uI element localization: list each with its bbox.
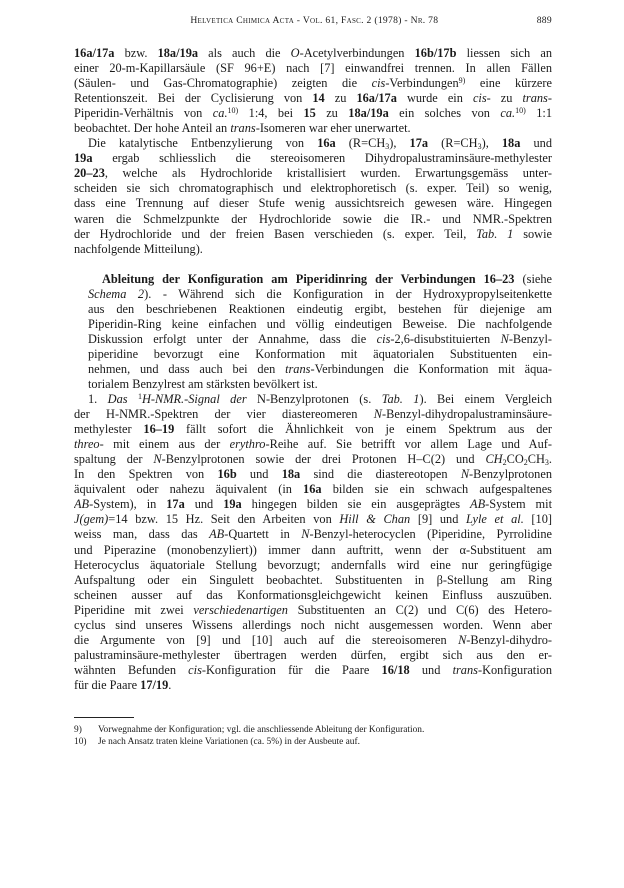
text-segment: der H-NMR.-Spektren der vier diastereomeren bbox=[74, 407, 374, 422]
running-header bbox=[74, 14, 552, 28]
text-segment: der Hydrochloride und der freien Basen verschieden (s. exper. Teil, bbox=[74, 226, 477, 241]
text-segment: trans bbox=[230, 121, 256, 136]
text-segment: AB bbox=[74, 497, 90, 512]
text-segment: 16–19 bbox=[143, 422, 175, 437]
text-line bbox=[74, 196, 552, 211]
text-segment: (siehe bbox=[514, 271, 552, 286]
text-segment: [10] bbox=[523, 512, 552, 527]
text-segment: [9] und bbox=[410, 512, 467, 527]
text-segment: N bbox=[301, 527, 310, 542]
text-segment: J(gem) bbox=[74, 512, 109, 527]
text-segment: Hill & Chan bbox=[339, 512, 411, 527]
text-segment: -Benzylprotonen sowie der drei Protonen H–C(2) und bbox=[161, 452, 486, 467]
text-segment: Schema 2 bbox=[88, 286, 145, 301]
text-segment: 1:4, bei bbox=[238, 106, 304, 121]
text-segment: 16a bbox=[317, 136, 336, 151]
text-segment: methylester bbox=[74, 422, 144, 437]
text-segment: - zu bbox=[486, 91, 523, 106]
footnote-number: 9) bbox=[74, 724, 82, 735]
text-segment: - mit einem aus der bbox=[99, 437, 230, 452]
text-segment: (R=CH bbox=[335, 136, 386, 151]
text-segment: und bbox=[520, 136, 552, 151]
text-segment: -Reihe auf. Sie betrifft vor allem Lage und Auf- bbox=[265, 437, 552, 452]
text-segment: -Konfiguration für die Paare bbox=[201, 662, 382, 677]
text-segment: CO bbox=[506, 452, 524, 467]
text-segment: cis bbox=[472, 91, 487, 106]
text-segment: In den Spektren von bbox=[74, 467, 218, 482]
text-segment: 20–23 bbox=[74, 166, 105, 181]
text-segment: ca. bbox=[500, 106, 516, 121]
text-segment: -Verbindungen bbox=[385, 76, 459, 91]
text-segment: scheinen ausser auf das Konformationsgleichgewicht keinen Einfluss auszuüben. bbox=[74, 587, 552, 602]
text-segment: AB bbox=[470, 497, 486, 512]
text-line bbox=[74, 227, 552, 242]
text-segment: eine kürzere bbox=[465, 76, 552, 91]
text-segment: -Isomeren war eher unerwartet. bbox=[255, 121, 411, 136]
text-segment: N bbox=[153, 452, 162, 467]
text-line bbox=[74, 678, 552, 693]
text-segment: ergab schliesslich die stereoisomeren Dihydropalustraminsäure-methylester bbox=[92, 151, 552, 166]
text-segment: torialem Benzylrest am stärksten bevölkert ist. bbox=[88, 376, 318, 391]
text-line bbox=[74, 242, 552, 257]
text-segment: 10) bbox=[227, 106, 239, 116]
text-segment: -System), in bbox=[89, 497, 167, 512]
text-segment: Die katalytische Entbenzylierung von bbox=[88, 136, 318, 151]
footnote-10 bbox=[74, 736, 552, 749]
text-line bbox=[74, 91, 552, 106]
text-segment: bilden sie ein schwach aufgespaltenes bbox=[321, 482, 552, 497]
text-segment: 9) bbox=[458, 76, 466, 86]
text-line bbox=[74, 618, 552, 633]
text-segment: fällt sofort die Ähnlichkeit von je einem Spektrum aus der bbox=[174, 422, 552, 437]
text-segment: (R=CH bbox=[428, 136, 478, 151]
text-segment: ). - Während sich die Konfiguration in der Hydroxypropylseitenkette bbox=[144, 286, 552, 301]
text-segment: 16a/17a bbox=[356, 91, 397, 106]
text-segment: 2 bbox=[502, 458, 507, 468]
text-segment: -Quartett in bbox=[224, 527, 302, 542]
text-segment: N-Benzylprotonen bbox=[257, 392, 349, 407]
text-line bbox=[74, 437, 552, 452]
footnote-rule bbox=[74, 717, 134, 718]
text-line bbox=[74, 527, 552, 542]
text-segment: trans bbox=[285, 361, 311, 376]
text-segment: O bbox=[290, 46, 300, 60]
text-segment: Das bbox=[107, 392, 138, 407]
text-segment: erythro bbox=[229, 437, 266, 452]
text-line bbox=[74, 573, 552, 588]
text-segment: Tab. 1 bbox=[476, 226, 514, 241]
text-segment: Piperidin-Verhältnis von bbox=[74, 106, 213, 121]
text-segment: H-NMR.-Signal der bbox=[141, 392, 258, 407]
text-segment: N bbox=[460, 467, 470, 482]
text-segment: trans bbox=[522, 91, 548, 106]
text-segment: 2 bbox=[523, 458, 528, 468]
text-segment: bzw. bbox=[114, 46, 158, 60]
text-segment: sowie bbox=[513, 226, 552, 241]
text-segment: N bbox=[373, 407, 382, 422]
text-segment: ), bbox=[389, 136, 410, 151]
text-segment: piperidine bevorzugt eine Konformation mit äquatorialen Substituenten ein- bbox=[88, 346, 552, 361]
text-segment: 10) bbox=[515, 106, 526, 116]
text-segment: 16/18 bbox=[381, 662, 410, 677]
text-segment: Tab. 1 bbox=[381, 392, 420, 407]
text-line bbox=[74, 272, 552, 287]
text-segment: ), bbox=[481, 136, 502, 151]
text-line bbox=[74, 181, 552, 196]
text-segment: liessen sich an bbox=[456, 46, 552, 60]
text-line bbox=[74, 392, 552, 407]
text-line bbox=[74, 422, 552, 437]
text-segment: 17a bbox=[409, 136, 429, 151]
text-line bbox=[74, 46, 552, 61]
article-body bbox=[74, 46, 552, 693]
text-line bbox=[74, 452, 552, 467]
text-segment: trans bbox=[452, 662, 478, 677]
text-segment: und bbox=[409, 662, 453, 677]
text-segment: Heterocyclus äquatoriale Stellung bevorzugt; andernfalls wird eine nur geringfügige bbox=[74, 557, 552, 572]
text-segment: die Argumente von [9] und [10] auch auf die stereoisomeren bbox=[74, 632, 459, 647]
text-segment: N bbox=[458, 632, 467, 647]
text-segment: CH bbox=[485, 452, 503, 467]
text-segment: -Benzylprotonen bbox=[469, 467, 552, 482]
text-line bbox=[74, 151, 552, 166]
text-segment: AB bbox=[209, 527, 225, 542]
text-segment: zu bbox=[324, 91, 357, 106]
text-line bbox=[74, 347, 552, 362]
text-line bbox=[74, 588, 552, 603]
text-segment: Lyle et al. bbox=[466, 512, 524, 527]
journal-header: Helvetica Chimica Acta - Vol. 61, Fasc. 2 (1978) - Nr. 78 bbox=[190, 15, 439, 26]
text-line bbox=[74, 603, 552, 618]
text-segment: (s. bbox=[348, 392, 382, 407]
text-segment: waren die Schmelzpunkte der Hydrochloride sowie die IR.- und NMR.-Spektren bbox=[74, 211, 552, 226]
text-segment: . bbox=[548, 452, 552, 467]
text-segment: cis bbox=[371, 76, 386, 91]
text-line bbox=[74, 497, 552, 512]
text-segment: 18a bbox=[281, 467, 301, 482]
text-segment: ca. bbox=[212, 106, 228, 121]
text-segment: -Konfiguration bbox=[477, 662, 552, 677]
text-segment: - bbox=[547, 91, 552, 106]
text-line bbox=[74, 76, 552, 91]
footnote-9 bbox=[74, 724, 552, 737]
text-segment: -Benzyl-dihydro- bbox=[466, 632, 552, 647]
text-segment: =14 bzw. 15 Hz. Seit den Arbeiten von bbox=[108, 512, 340, 527]
document-page bbox=[74, 14, 552, 749]
text-segment: scheiden sie sich chromatographisch und elektrophoretisch (s. exper. Teil) so wenig, bbox=[74, 181, 552, 196]
text-segment: 1. bbox=[88, 392, 108, 407]
text-segment: -Acetylverbindungen bbox=[299, 46, 415, 60]
text-segment: wurde ein bbox=[396, 91, 473, 106]
text-line bbox=[74, 61, 552, 76]
text-line bbox=[74, 362, 552, 377]
text-line bbox=[74, 212, 552, 227]
text-segment: äquivalent oder nahezu äquivalent (in bbox=[74, 482, 304, 497]
text-line bbox=[74, 377, 552, 392]
text-segment: sind die diastereotopen bbox=[300, 467, 461, 482]
text-segment: und bbox=[184, 497, 224, 512]
text-segment: 16b/17b bbox=[414, 46, 457, 60]
text-segment: N bbox=[500, 331, 509, 346]
text-segment: -Benzyl-heterocyclen (Piperidine, Pyrrolidine bbox=[309, 527, 552, 542]
text-line bbox=[74, 317, 552, 332]
paragraph-entbenzylierung bbox=[74, 136, 552, 256]
text-segment: -2,6-disubstituierten bbox=[390, 331, 501, 346]
text-segment: (Säulen- und Gas-Chromatographie) zeigten die bbox=[74, 76, 372, 91]
text-segment: threo bbox=[74, 437, 100, 452]
page-number: 889 bbox=[536, 15, 552, 26]
text-line bbox=[74, 302, 552, 317]
text-segment: cis bbox=[188, 662, 202, 677]
text-segment: -Benzyl- bbox=[508, 331, 552, 346]
text-segment: 1:1 bbox=[525, 106, 552, 121]
text-segment: weiss man, dass das bbox=[74, 527, 210, 542]
text-line bbox=[74, 543, 552, 558]
text-segment: und bbox=[236, 467, 282, 482]
text-segment: nehmen, und dass auch bei den bbox=[88, 361, 286, 376]
text-line bbox=[74, 558, 552, 573]
text-segment: 16a/17a bbox=[74, 46, 115, 60]
text-segment: 3 bbox=[477, 142, 482, 152]
paragraph-nmr-signal bbox=[74, 392, 552, 693]
text-segment: 1 bbox=[137, 392, 142, 402]
text-segment: -System mit bbox=[485, 497, 552, 512]
text-line bbox=[74, 648, 552, 663]
text-segment: hingegen bilden sie ein ausgeprägtes bbox=[241, 497, 471, 512]
footnotes bbox=[74, 724, 552, 749]
text-segment: 18a bbox=[501, 136, 521, 151]
text-segment: und Piperazine (monobenzyliert)) immer dann auftritt, wenn der α-Substituent am bbox=[74, 542, 552, 557]
text-segment: 16a bbox=[303, 482, 322, 497]
text-line bbox=[74, 121, 552, 136]
text-segment: . bbox=[168, 677, 172, 692]
text-segment: -Benzyl-dihydropalustraminsäure- bbox=[381, 407, 552, 422]
text-segment: 3 bbox=[544, 458, 549, 468]
text-segment: cyclus sind unseres Wissens allerdings noch nicht ausgemessen worden. Wenn aber bbox=[74, 617, 552, 632]
text-segment: dass eine Trennung auf dieser Stufe wenig aussichtsreich gewesen wäre. Hingegen bbox=[74, 196, 552, 211]
text-segment: Diskussion erfolgt unter der Annahme, dass die bbox=[88, 331, 377, 346]
text-segment: Aufspaltung oder ein Singulett beobachtet. Substituenten in β-Stellung am Ring bbox=[74, 572, 552, 587]
text-line bbox=[74, 287, 552, 302]
text-segment: 14 bbox=[312, 91, 325, 106]
text-segment: 19a bbox=[223, 497, 242, 512]
text-segment: cis bbox=[376, 331, 391, 346]
text-line bbox=[74, 136, 552, 151]
footnote-text: Vorwegnahme der Konfiguration; vgl. die anschliessende Ableitung der Konfiguration. bbox=[98, 724, 425, 735]
text-segment: ein solches von bbox=[388, 106, 501, 121]
text-segment: palustraminsäure-methylester übertragen werden dürfen, ergibt sich aus den er- bbox=[74, 647, 552, 662]
text-line bbox=[74, 633, 552, 648]
text-segment: beobachtet. Der hohe Anteil an bbox=[74, 121, 231, 136]
text-segment: nachfolgende Mitteilung). bbox=[74, 241, 203, 256]
text-line bbox=[74, 512, 552, 527]
text-line bbox=[74, 407, 552, 422]
text-segment: 16b bbox=[217, 467, 237, 482]
text-line bbox=[74, 482, 552, 497]
text-segment: verschiedenartigen bbox=[193, 602, 288, 617]
footnote-text: Je nach Ansatz traten kleine Variationen (ca. 5%) in der Ausbeute auf. bbox=[98, 737, 360, 748]
text-segment: als auch die bbox=[198, 46, 291, 60]
text-segment: 3 bbox=[385, 142, 390, 152]
text-segment: 17/19 bbox=[140, 677, 169, 692]
text-segment: CH bbox=[527, 452, 545, 467]
text-segment: Ableitung der Konfiguration am Piperidinring der Verbindungen 16–23 bbox=[102, 271, 515, 286]
text-segment: aus den beschriebenen Reaktionen eindeutig ergibt, bestehen für diejenige am bbox=[88, 301, 552, 316]
text-line bbox=[74, 106, 552, 121]
text-segment: 18a/19a bbox=[348, 106, 389, 121]
text-segment: einer 20-m-Kapillarsäule (SF 96+E) nach [7] einwandfrei trennen. In allen Fällen bbox=[74, 61, 552, 76]
text-segment: Piperidin-Ring keine einfachen und völlig eindeutigen Beweise. Die nachfolgende bbox=[88, 316, 552, 331]
text-segment: wähnten Befunden bbox=[74, 662, 189, 677]
paragraph-separation bbox=[74, 46, 552, 136]
text-segment: 19a bbox=[74, 151, 93, 166]
text-segment: ). Bei einem Vergleich bbox=[419, 392, 552, 407]
text-segment: Piperidine mit zwei bbox=[74, 602, 194, 617]
text-line bbox=[74, 467, 552, 482]
text-line bbox=[74, 663, 552, 678]
text-segment: Retentionszeit. Bei der Cyclisierung von bbox=[74, 91, 313, 106]
text-segment: spaltung der bbox=[74, 452, 154, 467]
section-configuration bbox=[74, 272, 552, 392]
text-segment: -Verbindungen die Konformation mit äqua- bbox=[310, 361, 552, 376]
text-segment: zu bbox=[315, 106, 349, 121]
text-segment: 18a/19a bbox=[157, 46, 199, 60]
text-segment: für die Paare bbox=[74, 677, 141, 692]
text-segment: 17a bbox=[166, 497, 185, 512]
footnote-number: 10) bbox=[74, 737, 87, 748]
text-line bbox=[74, 166, 552, 181]
text-line bbox=[74, 332, 552, 347]
text-segment: 15 bbox=[303, 106, 316, 121]
text-segment: , welche als Hydrochloride kristallisiert wurden. Erwartungsgemäss unter- bbox=[104, 166, 552, 181]
text-segment: Substituenten an C(2) und C(6) des Hetero- bbox=[287, 602, 552, 617]
